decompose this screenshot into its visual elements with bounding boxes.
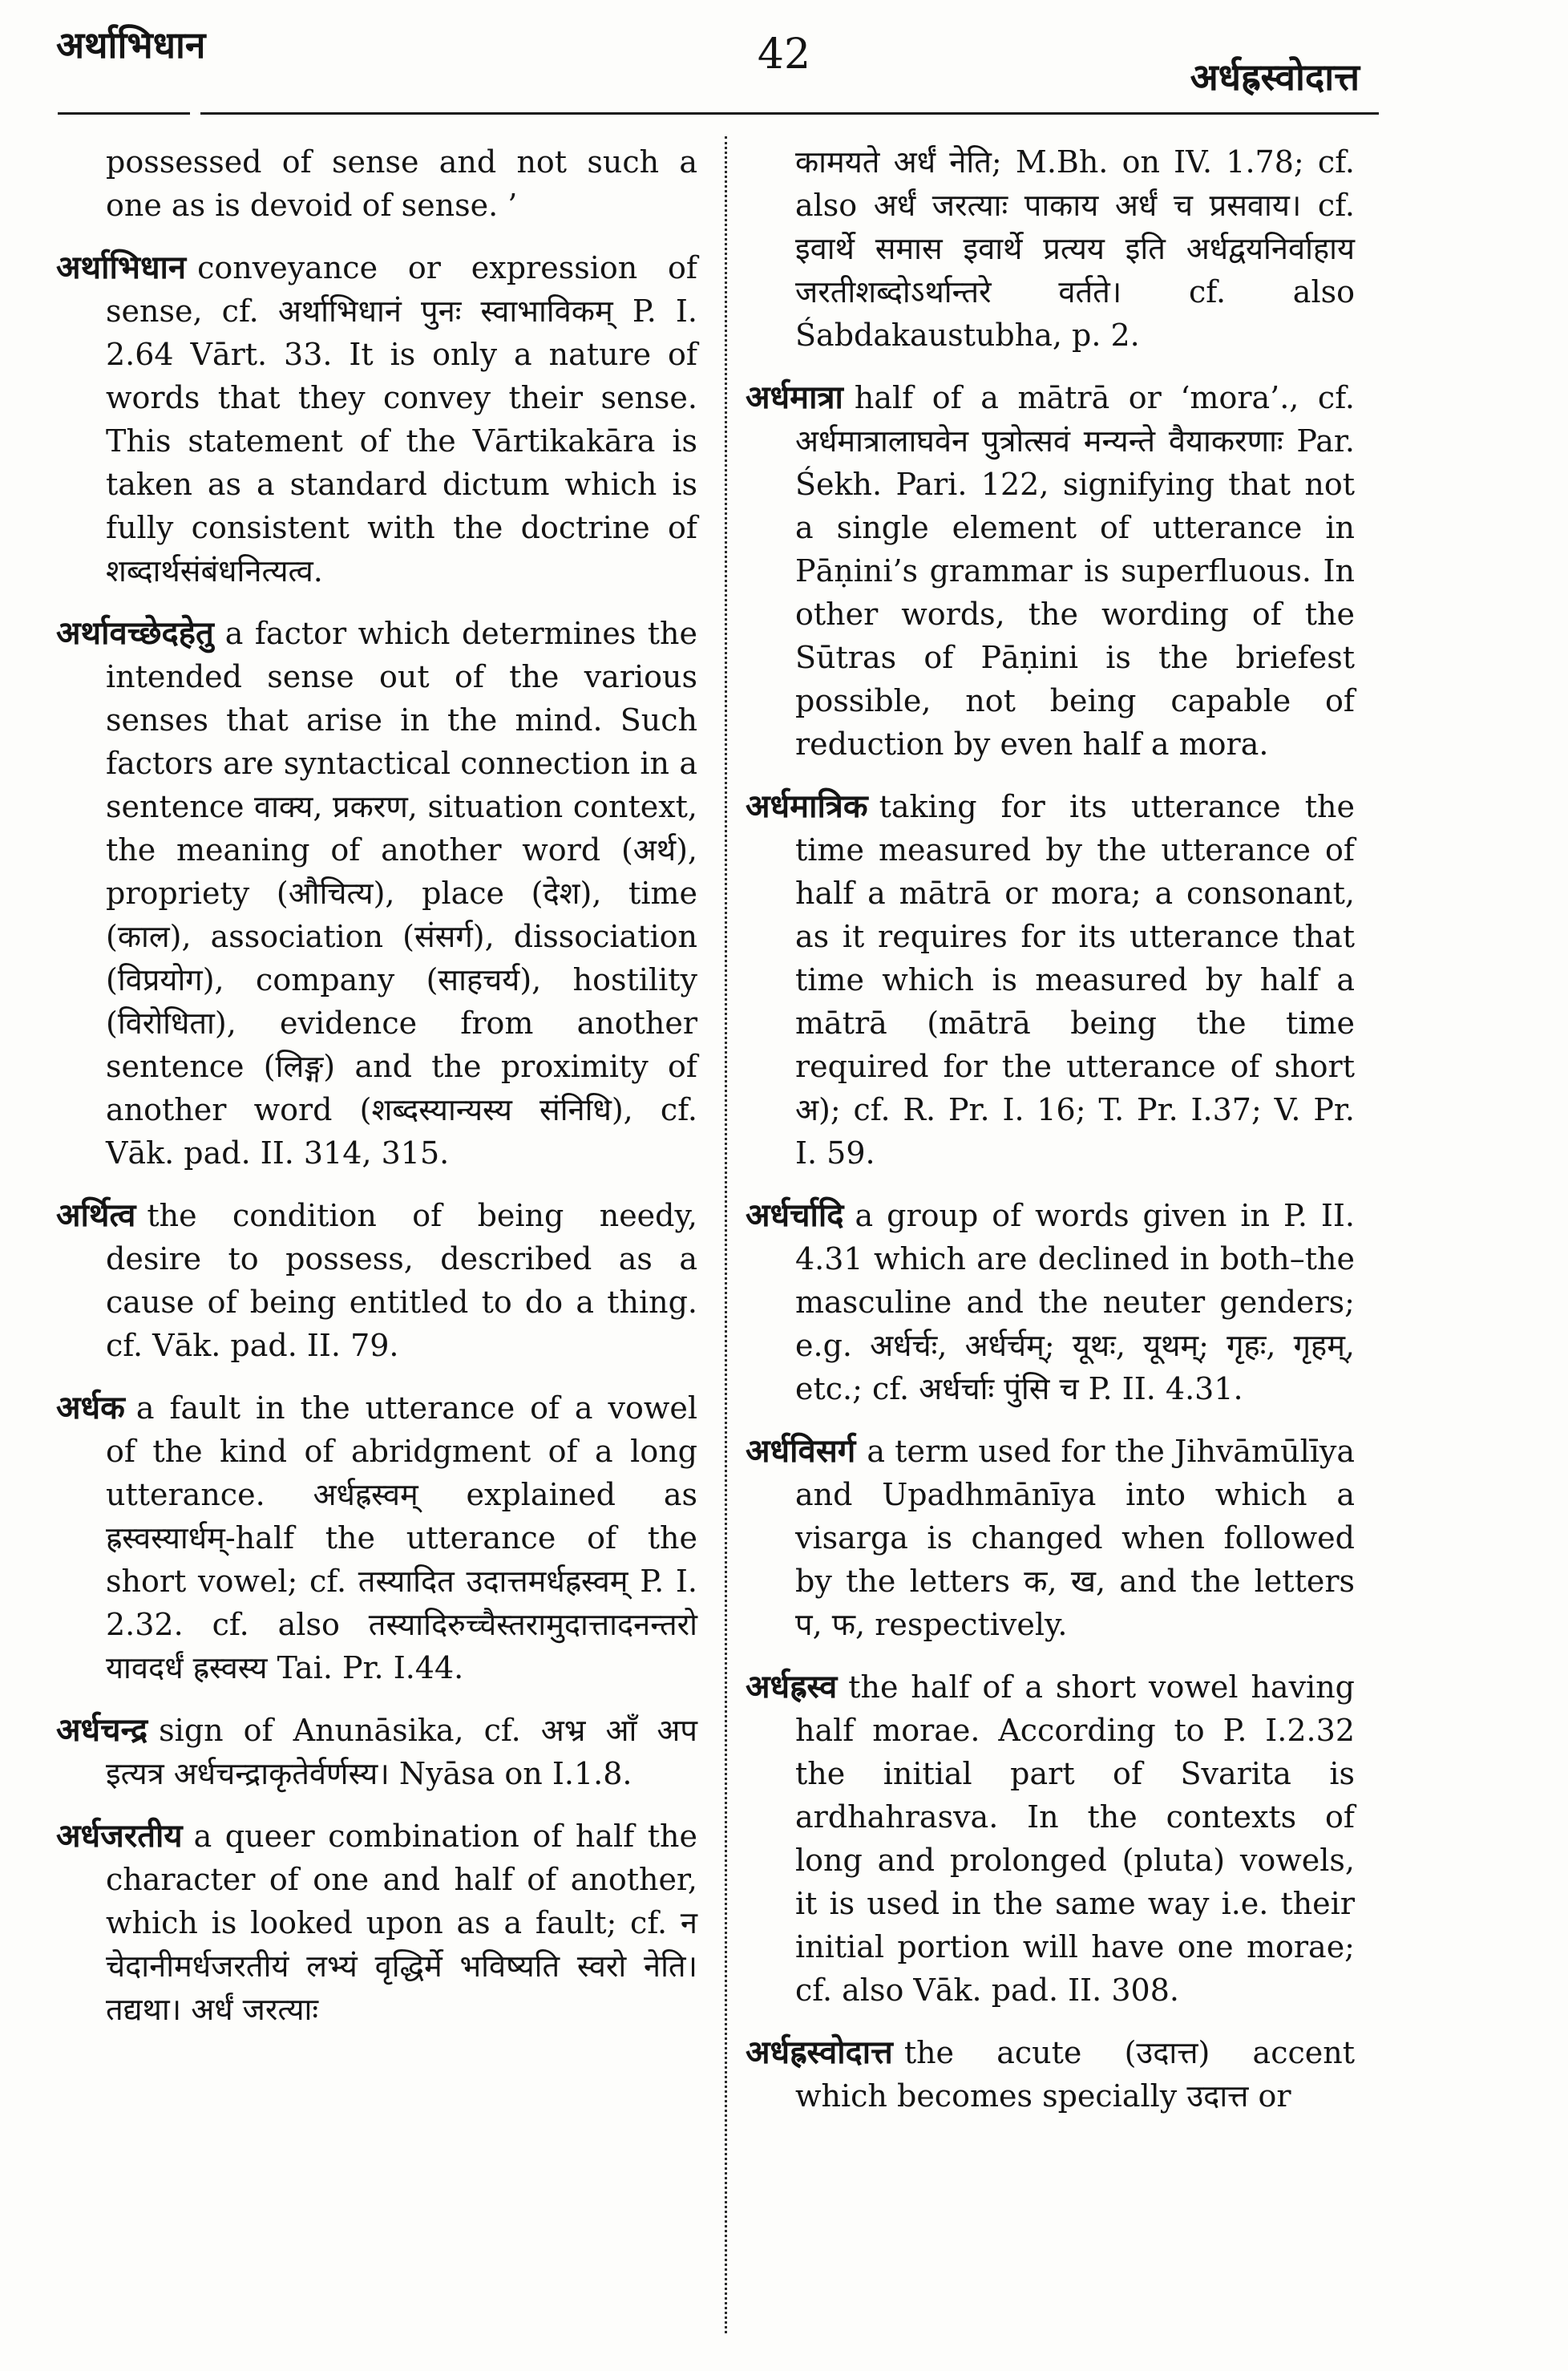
column-divider: [725, 136, 727, 2333]
header-rule-short: [58, 112, 190, 115]
entry-definition: the half of a short vowel having half morae. According to P. I.2.32 the initial part of Svarita is ardhahrasva. In the contexts of long and prolonged (pluta) vowels, it is used in the same way i.e. their initial portion will have one morae; cf. also Vāk. pad. II. 308.: [795, 1669, 1355, 2008]
entry-definition: a queer combination of half the character of one and half of another, which is looked upon as a fault; cf. न चेदानीमर्धजरतीयं लभ्यं वृद्धिर्मे भविष्यति स्वरो नेति। तद्यथा। अर्धं जरत्याः: [106, 1819, 697, 2027]
entry-headword: अर्धह्रस्वोदात्त: [746, 2033, 893, 2071]
dictionary-entry: [56, 612, 697, 1175]
entry-definition: the condition of being needy, desire to possess, described as a cause of being entitled to do a thing. cf. Vāk. pad. II. 79.: [106, 1198, 697, 1363]
dictionary-entry: [56, 246, 697, 593]
continuation-text: possessed of sense and not such a one as is devoid of sense. ’: [106, 144, 697, 223]
dictionary-entry: [746, 1194, 1355, 1410]
entry-headword: अर्धचन्द्र: [56, 1711, 148, 1749]
entry-definition: a fault in the utterance of a vowel of the kind of abridgment of a long utterance. अर्धह्रस्वम् explained as ह्रस्वस्यार्धम्-half the utterance of the short vowel; cf. तस्यादित उदात्तमर्धह्रस्वम् P. I. 2.32. cf. also तस्यादिरुच्चैस्तरामुदात्तादनन्तरो यावदर्धं ह्रस्वस्य Tai. Pr. I.44.: [106, 1390, 697, 1685]
left-column: [56, 140, 697, 2050]
dictionary-entry: [746, 1430, 1355, 1646]
entry-definition: conveyance or expression of sense, cf. अर्थाभिधानं पुनः स्वाभाविकम् P. I. 2.64 Vārt. 33. It is only a nature of words that they convey their sense. This statement of the Vārtikakāra is taken as a standard dictum which is fully consistent with the doctrine of शब्दार्थसंबंधनित्यत्व.: [106, 250, 697, 589]
entry-headword: अर्धर्चादि: [746, 1196, 844, 1234]
entry-headword: अर्धह्रस्व: [746, 1668, 838, 1705]
entry-headword: अर्धजरतीय: [56, 1817, 183, 1855]
right-column: [746, 140, 1355, 2137]
running-head-left: अर्थाभिधान: [56, 23, 206, 67]
dictionary-entry: [746, 1665, 1355, 2012]
entry-definition: half of a mātrā or ‘mora’., cf. अर्धमात्रालाघवेन पुत्रोत्सवं मन्यन्ते वैयाकरणाः Par. Śekh. Pari. 122, signifying that not a single element of utterance in Pāṇini’s grammar is superfluous. In other words, the wording of the Sūtras of Pāṇini is the briefest possible, not being capable of reduction by even half a mora.: [795, 380, 1355, 762]
dictionary-entry: [746, 2031, 1355, 2118]
page-number: 42: [757, 30, 811, 79]
entry-definition: a term used for the Jihvāmūlīya and Upadhmānīya into which a visarga is changed when followed by the letters क, ख, and the letters प, फ, respectively.: [795, 1434, 1355, 1642]
header-rule: [200, 112, 1379, 115]
entry-definition: sign of Anunāsika, cf. अभ्र आँ अप इत्यत्र अर्धचन्द्राकृतेर्वर्णस्य। Nyāsa on I.1.8.: [106, 1713, 697, 1791]
dictionary-entry: [746, 376, 1355, 766]
running-head-right: अर्धह्रस्वोदात्त: [1190, 55, 1360, 99]
entry-headword: अर्थाभिधान: [56, 249, 187, 286]
dictionary-entry: [746, 785, 1355, 1175]
entry-headword: अर्थित्व: [56, 1196, 136, 1234]
entry-definition: taking for its utterance the time measured by the utterance of half a mātrā or mora; a consonant, as it requires for its utterance that time which is measured by half a mātrā (mātrā being the time required for the utterance of short अ); cf. R. Pr. I. 16; T. Pr. I.37; V. Pr. I. 59.: [795, 789, 1355, 1171]
dictionary-entry: [56, 1194, 697, 1367]
dictionary-entry: [56, 1709, 697, 1795]
entry-headword: अर्धमात्रिक: [746, 787, 868, 825]
entry-headword: अर्थावच्छेदहेतु: [56, 614, 214, 652]
entry-headword: अर्धमात्रा: [746, 378, 843, 416]
continuation-text: कामयते अर्धं नेति; M.Bh. on IV. 1.78; cf. also अर्धं जरत्याः पाकाय अर्धं च प्रसवाय। cf. इवार्थे समास इवार्थे प्रत्यय इति अर्धद्वयनिर्वाहाय जरतीशब्दोऽर्थान्तरे वर्तते। cf. also Śabdakaustubha, p. 2.: [795, 144, 1355, 353]
dictionary-entry: [56, 1815, 697, 2031]
entry-definition: a factor which determines the intended sense out of the various senses that arise in the mind. Such factors are syntactical connection in a sentence वाक्य, प्रकरण, situation context, the meaning of another word (अर्थ), propriety (औचित्य), place (देश), time (काल), association (संसर्ग), dissociation (विप्रयोग), company (साहचर्य), hostility (विरोधिता), evidence from another sentence (लिङ्ग) and the proximity of another word (शब्दस्यान्यस्य संनिधि), cf. Vāk. pad. II. 314, 315.: [106, 616, 697, 1171]
dictionary-entry: [56, 1386, 697, 1689]
entry-definition: the acute (उदात्त) accent which becomes specially उदात्त or: [795, 2035, 1355, 2114]
entry-headword: अर्धक: [56, 1389, 125, 1426]
entry-headword: अर्धविसर्ग: [746, 1432, 856, 1470]
entry-definition: a group of words given in P. II. 4.31 which are declined in both–the masculine and the neuter genders; e.g. अर्धर्चः, अर्धर्चम्; यूथः, यूथम्; गृहः, गृहम्, etc.; cf. अर्धर्चाः पुंसि च P. II. 4.31.: [795, 1198, 1355, 1406]
